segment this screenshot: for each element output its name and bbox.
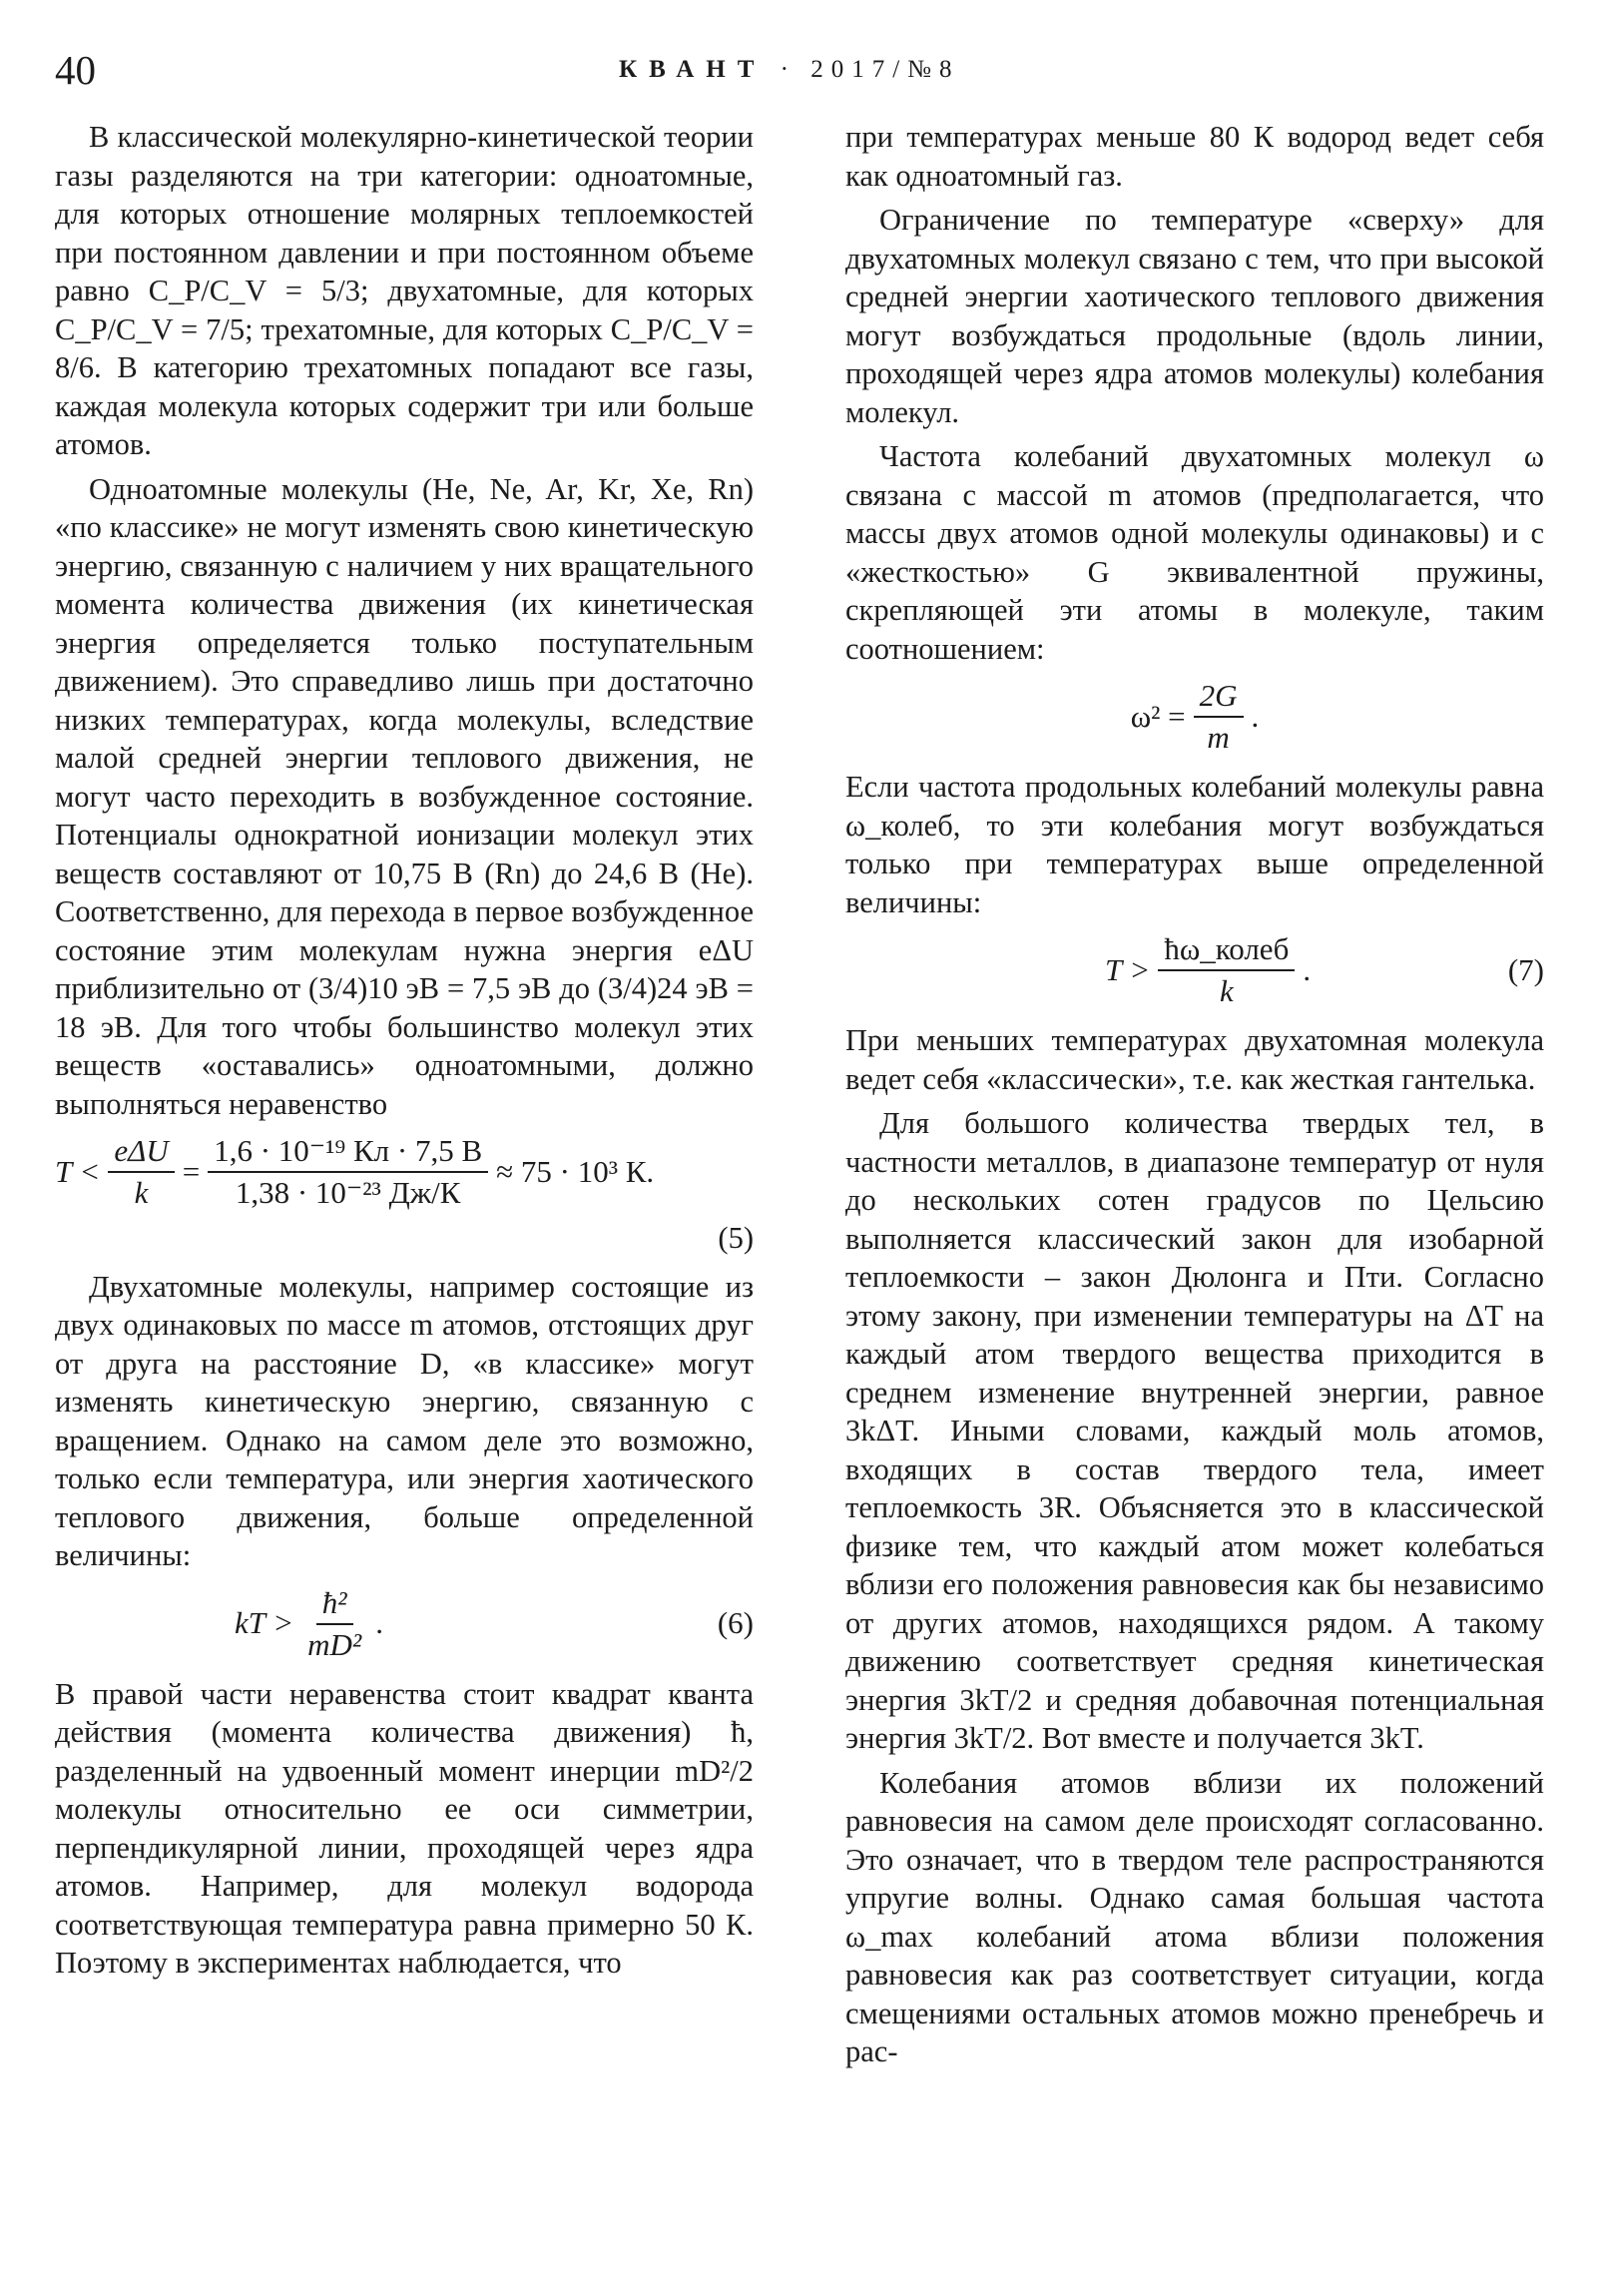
paragraph: Двухатомные молекулы, например состоящие из двух одинаковых по массе m атомов, отстоящих друг от друга на расстояние D, «в классике» могут изменять кинетическую энергию, связанную с вращением. Однако на самом деле это возможно, только если температура, или энергия хаотического теплового движения, больше определенной величины: bbox=[55, 1269, 754, 1572]
paragraph: В классической молекулярно-кинетической теории газы разделяются на три категории: одноатомные, для которых отношение молярных теплоемкостей при постоянном давлении и при постоянном объеме равно C_P/C_V = 5/3; двухатомные, для которых C_P/C_V = 7/5; трехатомные, для которых C_P/C_V = 8/6. В категорию трехатомных попадают все газы, каждая молекула которых содержит три или больше атомов. bbox=[55, 120, 754, 461]
formula-lhs: kT > bbox=[235, 1605, 294, 1641]
formula-tail: . bbox=[1251, 698, 1260, 734]
paragraph: Частота колебаний двухатомных молекул ω связана с массой m атомов (предполагается, что массы двух атомов одной молекулы одинаковы) и с «жесткостью» G эквивалентной пружины, скрепляющей эти атомы в молекуле, таким соотношением: bbox=[845, 439, 1544, 666]
formula-lhs: T > bbox=[1105, 951, 1151, 987]
fraction bbox=[301, 1583, 367, 1665]
fraction-numerator: 1,6 · 10⁻¹⁹ Кл · 7,5 В bbox=[208, 1131, 488, 1173]
header-separator: · bbox=[780, 56, 797, 83]
paragraph: Для большого количества твердых тел, в частности металлов, в диапазоне температур от нуля до нескольких сотен градусов по Цельсию выполняется классический закон для изобарной теплоемкости – закон Дюлонга и Пти. Согласно этому закону, при изменении температуры на ΔT на каждый атом твердого вещества приходится в среднем изменение внутренней энергии, равное 3kΔT. Иными словами, каждый моль атомов, входящих в состав твердого тела, имеет теплоемкость 3R. Объясняется это в классической физике тем, что каждый атом может колебаться вблизи его положения равновесия как бы независимо от других атомов, находящихся рядом. А такому движению соответствует средняя кинетическая энергия 3kT/2 и средняя добавочная потенциальная энергия 3kT/2. Вот вместе и получается 3kT. bbox=[845, 1106, 1544, 1755]
fraction-denominator: k bbox=[134, 1175, 149, 1210]
fraction-numerator: eΔU bbox=[108, 1131, 174, 1173]
journal-header bbox=[619, 56, 960, 84]
equation-number: (6) bbox=[717, 1605, 754, 1641]
fraction bbox=[108, 1131, 174, 1213]
fraction-numerator: ħ² bbox=[316, 1583, 353, 1625]
paragraph: При меньших температурах двухатомная молекула ведет себя «классически», т.е. как жесткая гантелька. bbox=[845, 1023, 1544, 1096]
formula-5 bbox=[55, 1131, 754, 1213]
fraction-denominator: 1,38 · 10⁻²³ Дж/К bbox=[235, 1175, 461, 1210]
formula-rhs: ≈ 75 · 10³ К. bbox=[496, 1153, 655, 1189]
fraction-denominator: m bbox=[1207, 720, 1230, 755]
left-column bbox=[55, 118, 754, 1983]
fraction bbox=[1194, 676, 1244, 758]
formula-tail: . bbox=[375, 1605, 383, 1641]
equation-number: (5) bbox=[718, 1221, 754, 1255]
formula-tail: . bbox=[1303, 951, 1312, 987]
page-header bbox=[0, 46, 1597, 106]
fraction bbox=[208, 1131, 488, 1213]
fraction-numerator: 2G bbox=[1194, 676, 1244, 718]
fraction bbox=[1158, 929, 1295, 1011]
fraction-denominator: mD² bbox=[307, 1626, 362, 1662]
formula-lhs: ω² = bbox=[1130, 698, 1186, 734]
paragraph: Одноатомные молекулы (He, Ne, Ar, Kr, Xe, Rn) «по классике» не могут изменять свою кинетическую энергию, связанную с наличием у них вращательного момента количества движения (их кинетическая энергия определяется только поступательным движением). Это справедливо лишь при достаточно низких температурах, когда молекулы, вследствие малой средней энергии теплового движения, не могут часто переходить в возбужденное состояние. Потенциалы однократной ионизации молекул этих веществ составляют от 10,75 В (Rn) до 24,6 В (He). Соответственно, для перехода в первое возбужденное состояние этим молекулам нужна энергия eΔU приблизительно от (3/4)10 эВ = 7,5 эВ до (3/4)24 эВ = 18 эВ. Для того чтобы большинство молекул этих веществ «оставались» одноатомными, должно выполняться неравенство bbox=[55, 471, 754, 1121]
fraction-denominator: k bbox=[1219, 973, 1234, 1008]
page-number: 40 bbox=[55, 47, 96, 93]
paragraph: Если частота продольных колебаний молекулы равна ω_колеб, то эти колебания могут возбуждаться только при температурах выше определенной величины: bbox=[845, 770, 1544, 919]
journal-title: КВАНТ bbox=[619, 56, 767, 83]
formula-lhs: T < bbox=[55, 1153, 101, 1189]
formula-7 bbox=[845, 929, 1544, 1011]
fraction-numerator: ħω_колеб bbox=[1158, 929, 1295, 971]
issue-number: 2017/№8 bbox=[810, 56, 960, 83]
paragraph: Ограничение по температуре «сверху» для двухатомных молекул связано с тем, что при высокой средней энергии хаотического теплового движения могут возбуждаться продольные (вдоль линии, проходящей через ядра атомов молекулы) колебания молекул. bbox=[845, 203, 1544, 429]
equation-number: (7) bbox=[1507, 951, 1544, 987]
paragraph: В правой части неравенства стоит квадрат кванта действия (момента количества движения) ħ, разделенный на удвоенный момент инерции mD²/2 молекулы относительно ее оси симметрии, перпендикулярной линии, проходящей через ядра атомов. Например, для молекул водорода соответствующая температура равна примерно 50 К. Поэтому в экспериментах наблюдается, что bbox=[55, 1676, 754, 1980]
right-column bbox=[845, 118, 1544, 2071]
paragraph: при температурах меньше 80 К водород ведет себя как одноатомный газ. bbox=[845, 120, 1544, 193]
formula-omega bbox=[845, 676, 1544, 758]
paragraph: Колебания атомов вблизи их положений равновесия на самом деле происходят согласованно. Это означает, что в твердом теле распространяются упругие волны. Однако самая большая частота ω_max колебаний атома вблизи положения равновесия как раз соответствует ситуации, когда смещениями остальных атомов можно пренебречь и рас- bbox=[845, 1765, 1544, 2068]
equals-sign: = bbox=[182, 1153, 201, 1189]
formula-6 bbox=[55, 1583, 754, 1665]
